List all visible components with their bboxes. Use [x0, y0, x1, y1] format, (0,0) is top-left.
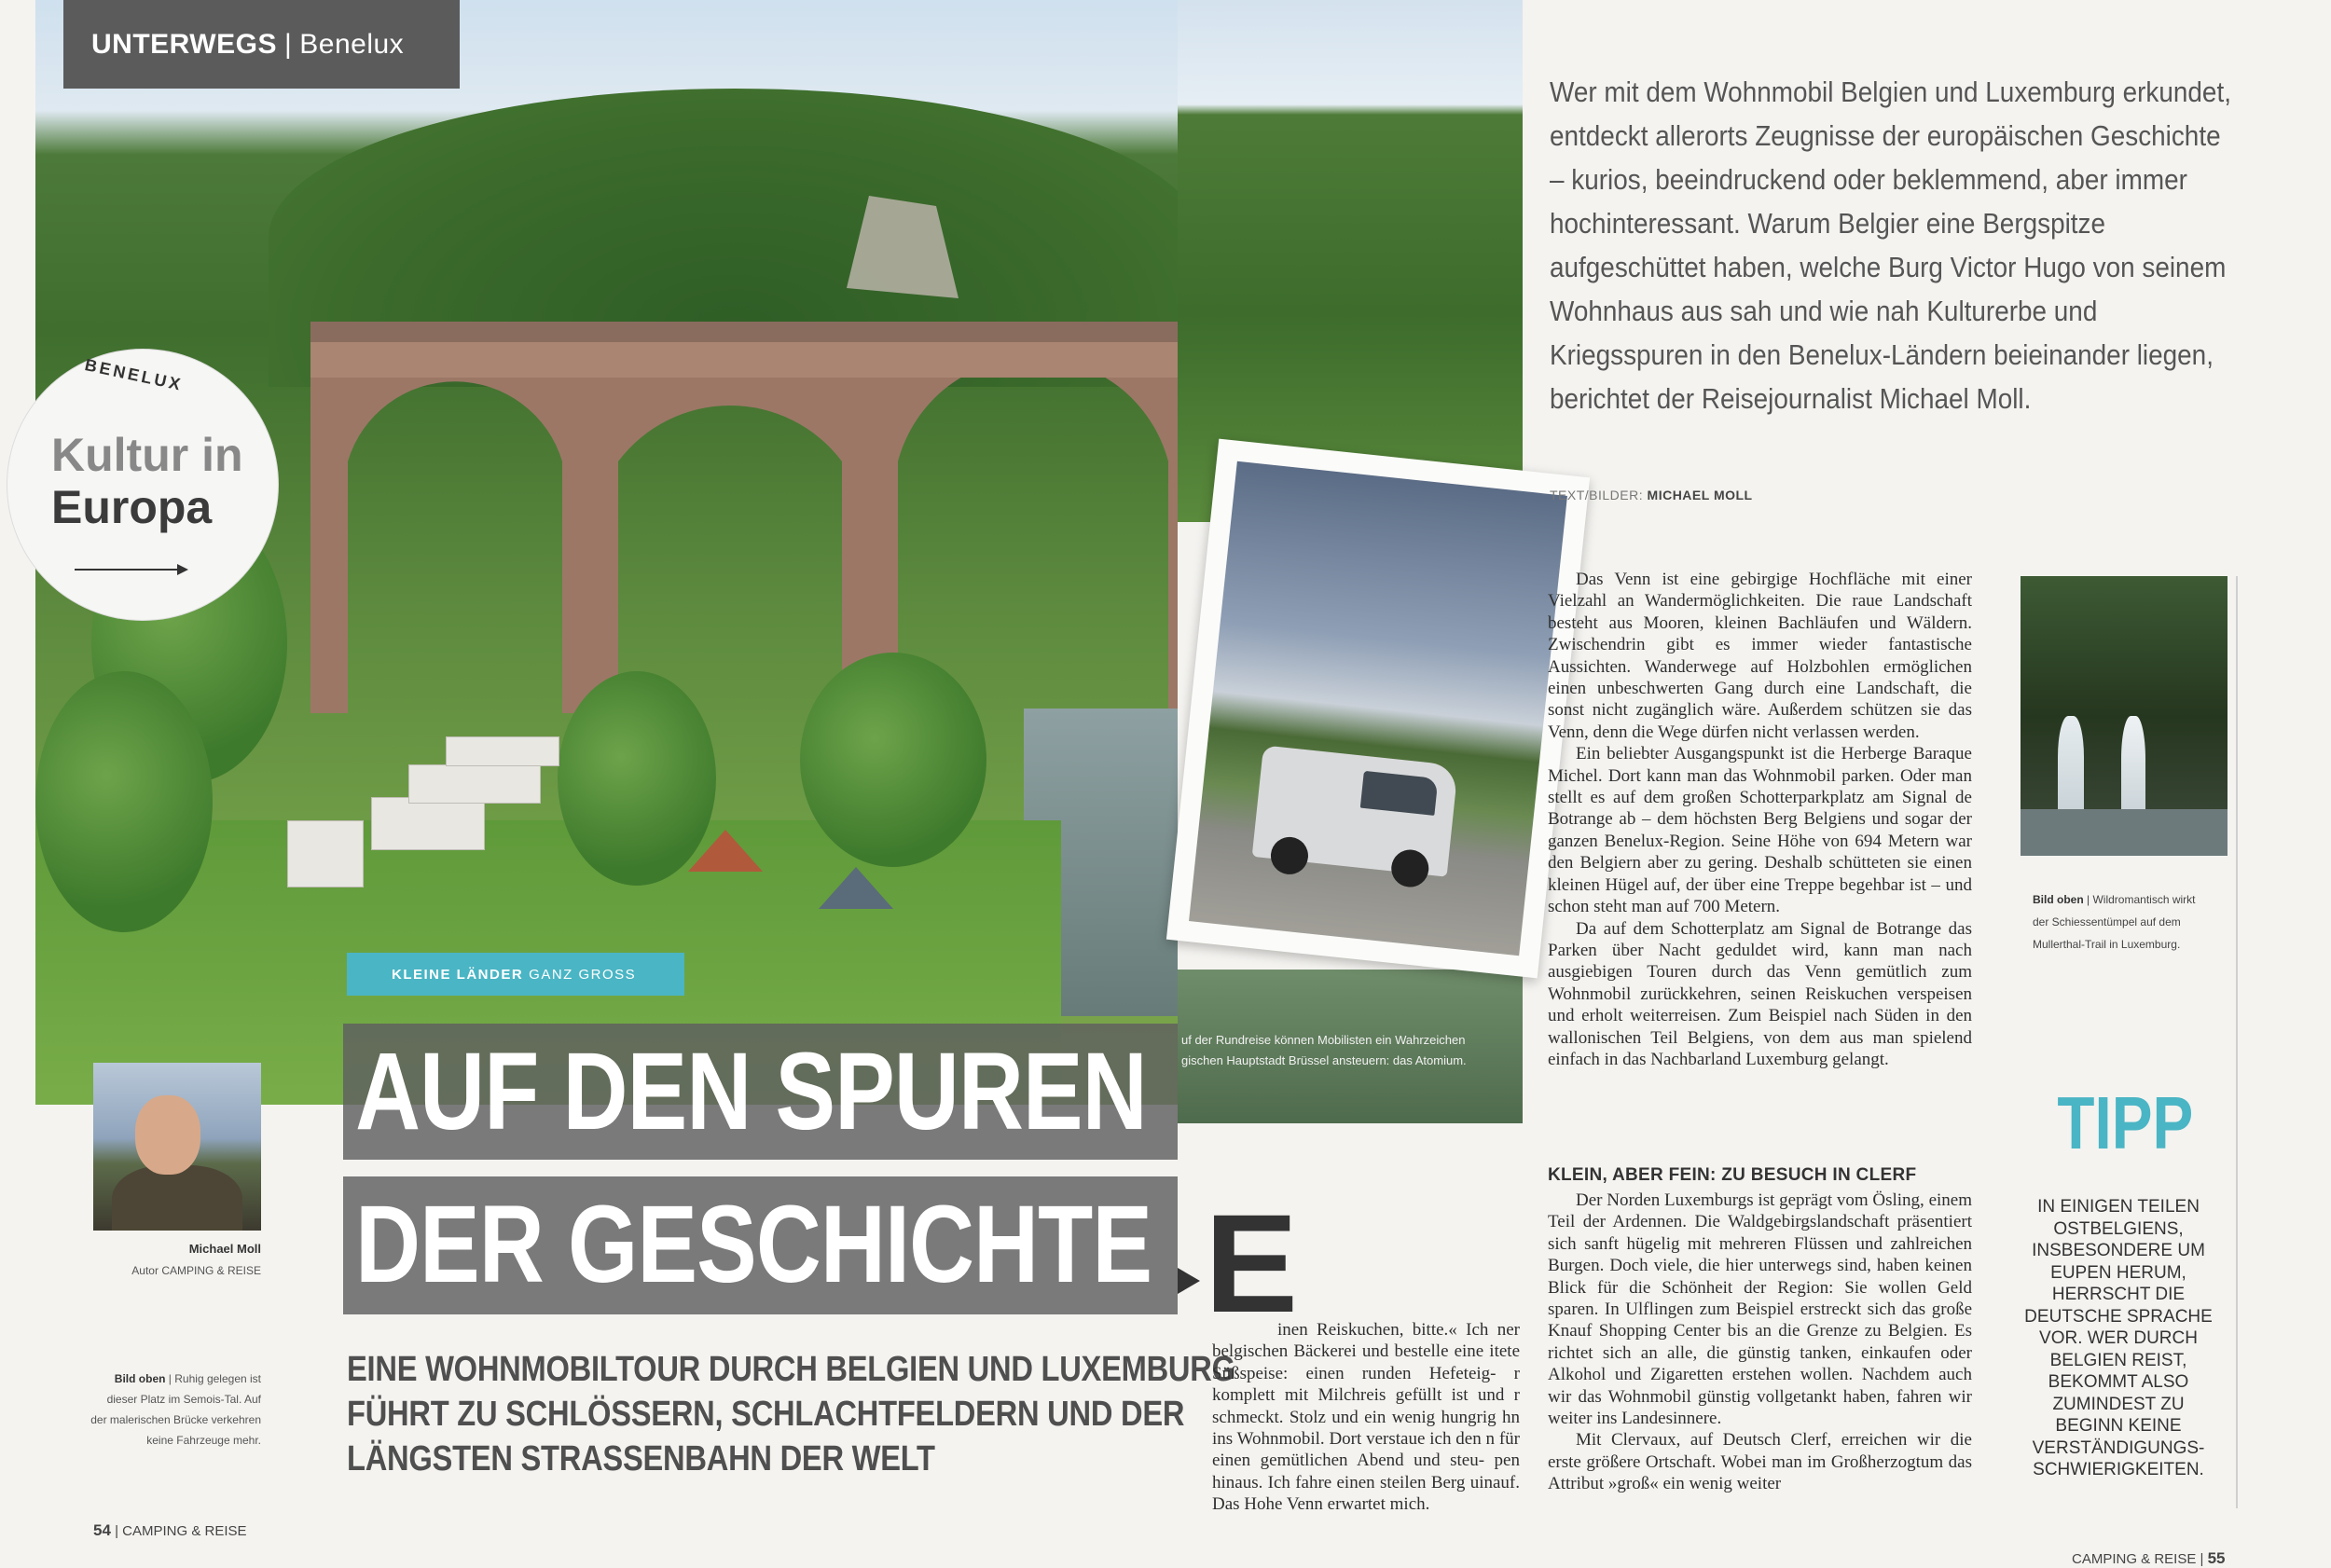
subheading-clerf: KLEIN, ABER FEIN: ZU BESUCH IN CLERF	[1548, 1165, 1917, 1185]
dropcap: E	[1205, 1185, 1299, 1341]
headline-line-2-box	[343, 1176, 1178, 1314]
waterfall-caption: Bild oben | Wildromantisch wirkt der Schiessentümpel auf dem Mullerthal-Trail in Luxemburg.	[2033, 893, 2196, 951]
arrow-right-icon	[1178, 1268, 1200, 1294]
atomium-caption: uf der Rundreise können Mobilisten ein Wahrzeichen gischen Hauptstadt Brüssel ansteuern: das Atomium.	[1181, 1033, 1467, 1067]
body-column-2: Der Norden Luxemburgs ist geprägt vom Ösling, einem Teil der Ardennen. Die Waldgebirgslandschaft präsentiert sich sanft hügelig mit mehreren Flüssen und zahlreichen Burgen. Doch viele, die hier unterwegs sind, haben keinen Blick für die Schönheit der Region: Sie wollen Geld sparen. In Ulflingen zum Beispiel erstreckt sich das große Knauf Shopping Center bis an die Grenze zu Belgien. Es richtet sich an alle, die günstig tanken, einkaufen oder Alkohol und Zigaretten erstehen wollen. Nachdem auch wir das Wohnmobil günstig vollgetankt haben, fahren wir weiter ins Landesinnere. Mit Clervaux, auf Deutsch Clerf, erreichen wir die erste größere Ortschaft. Wobei man im Großherzogtum das Attribut »groß« ein wenig weiter	[1548, 1190, 1972, 1494]
camper-van-illustration	[1252, 745, 1458, 876]
waterfall-photo	[2021, 576, 2228, 856]
author-name: Michael Moll	[188, 1242, 261, 1256]
subtitle: EINE WOHNMOBILTOUR DURCH BELGIEN UND LUXEMBURG FÜHRT ZU SCHLÖSSERN, SCHLACHTFELDERN UND DER LÄNGSTEN STRASSENBAHN DER WELT	[347, 1350, 1235, 1479]
photo-caption-left: Bild oben | Ruhig gelegen ist dieser Platz im Semois-Tal. Auf der malerischen Brücke verkehren keine Fahrzeuge mehr.	[90, 1372, 261, 1447]
headline-line-2: DER GESCHICHTE	[355, 1183, 1152, 1306]
author-portrait	[93, 1063, 261, 1231]
badge-title: Kultur in Europa	[51, 429, 243, 533]
headline-kicker: KLEINE LÄNDER GANZ GROSS	[347, 953, 684, 996]
folio-left: 54 | CAMPING & REISE	[93, 1521, 247, 1539]
credit-line: TEXT/BILDER: MICHAEL MOLL	[1550, 488, 1753, 502]
arrow-right-icon	[75, 569, 186, 571]
headline-line-1-box	[343, 1024, 1178, 1160]
section-label: UNTERWEGS	[91, 28, 277, 60]
intro-column-text: inen Reiskuchen, bitte.« Ich ner belgischen Bäckerei und bestelle eine itete Süßspeise: einen runden Hefeteig- r komplett mit Milchreis gefüllt ist und r schmeckt. Stolz und ein wenig hungrig hn ins Wohnmobil. Dort verstaue ich den n für einen gemütlichen Abend und steu- pen hinaus. Ich fahre einen steilen Berg uinauf. Das Hohe Venn erwartet mich.	[1212, 1320, 1520, 1515]
column-rule	[2236, 576, 2238, 1508]
tip-title: TIPP	[2057, 1081, 2194, 1164]
author-role: Autor CAMPING & REISE	[131, 1264, 261, 1277]
headline-line-1: AUF DEN SPUREN	[355, 1030, 1147, 1153]
viaduct-illustration	[310, 322, 1178, 713]
polaroid-photo-camper-van	[1166, 439, 1590, 979]
badge-kicker: BENELUX	[83, 355, 186, 394]
section-region: Benelux	[299, 28, 405, 60]
section-tag: UNTERWEGS | Benelux	[63, 0, 460, 89]
body-column-1: Das Venn ist eine gebirgige Hochfläche mit einer Vielzahl an Wandermöglichkeiten. Die raue Landschaft besteht aus Mooren, kleinen Bachläufen und Wäldern. Zwischendrin gibt es immer wieder fantastische Aussichten. Wanderwege auf Holzbohlen ermöglichen einen unbeschwerten Gang durch eine Landschaft, die sonst nicht zugänglich wäre. Außerdem schützen sie das Venn, denn die Wege dürfen nicht verlassen werden. Ein beliebter Ausgangspunkt ist die Herberge Baraque Michel. Dort kann man das Wohnmobil parken. Oder man stellt es auf dem großen Schotterparkplatz am Signal de Botrange ab – dem höchsten Berg Belgiens und sogar der ganzen Benelux-Region. Seine Höhe von 694 Metern war den Belgiern aber zu gering. Deshalb schütteten sie einen kleinen Hügel auf, der über eine Treppe begehbar ist – und schon steht man auf 700 Metern. Da auf dem Schotterplatz am Signal de Botrange das Parken über Nacht geduldet wird, kann man nach ausgiebigen Touren durch das Venn gemütlich zum Wohnmobil zurückkehren, seinen Reiskuchen verspeisen und erholt weiterreisen. Zum Beispiel nach Süden in den wallonischen Teil Belgiens, von dem aus man spielend einfach in das Nachbarland Luxemburg gelangt.	[1548, 570, 1972, 1069]
intro-lede: Wer mit dem Wohnmobil Belgien und Luxemburg erkundet, entdeckt allerorts Zeugnisse der europäischen Geschichte – kurios, beeindruckend oder beklemmend, aber immer hochinteressant. Warum Belgier eine Bergspitze aufgeschüttet haben, welche Burg Victor Hugo von seinem Wohnhaus aus sah und wie nah Kulturerbe und Kriegsspuren in den Benelux-Ländern beieinander liegen, berichtet der Reisejournalist Michael Moll.	[1550, 76, 2231, 415]
tip-text: IN EINIGEN TEILEN OSTBELGIENS, INSBESONDERE UM EUPEN HERUM, HERRSCHT DIE DEUTSCHE SPRACHE VOR. WER DURCH BELGIEN REIST, BEKOMMT ALSO ZUMINDEST ZU BEGINN KEINE VERSTÄNDIGUNGS-SCHWIERIGKEITEN.	[2024, 1197, 2213, 1479]
folio-right: CAMPING & REISE | 55	[2072, 1549, 2226, 1567]
